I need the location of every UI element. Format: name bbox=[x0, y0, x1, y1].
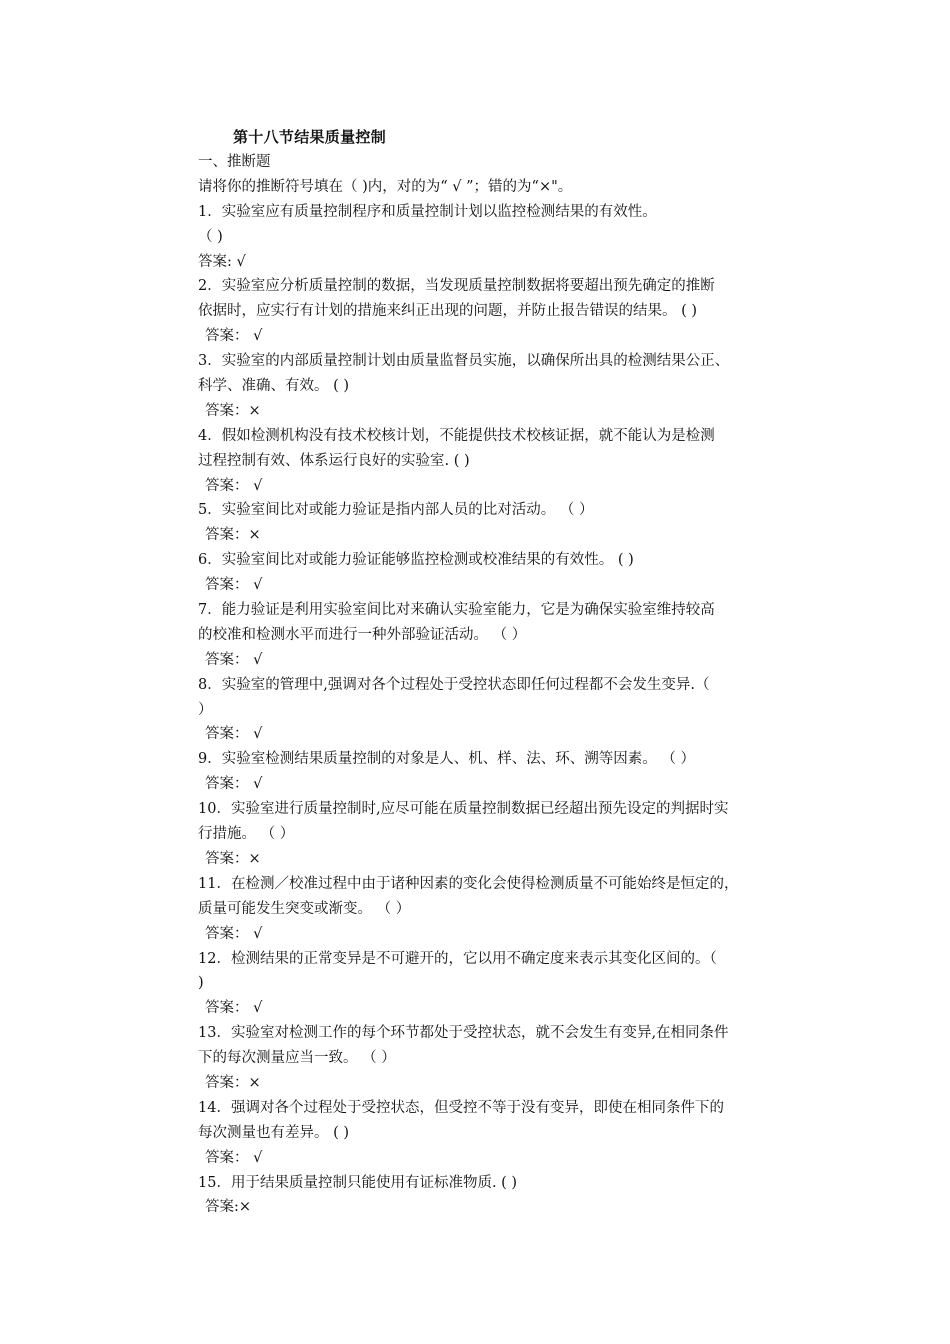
question-line: 4．假如检测机构没有技术校核计划，不能提供技术校核证据，就不能认为是检测 bbox=[198, 427, 715, 444]
question-line: 每次测量也有差异。 ( ) bbox=[198, 1124, 350, 1141]
question-line: 1．实验室应有质量控制程序和质量控制计划以监控检测结果的有效性。 bbox=[198, 203, 657, 220]
answer-line: 答案： √ bbox=[205, 925, 263, 942]
question-line: 下的每次测量应当一致。 （ ） bbox=[198, 1050, 396, 1067]
question-line: 3．实验室的内部质量控制计划由质量监督员实施，以确保所出具的检测结果公正、 bbox=[198, 353, 730, 370]
question-line: 14．强调对各个过程处于受控状态，但受控不等于没有变异，即使在相同条件下的 bbox=[198, 1099, 724, 1116]
question-line: 9．实验室检测结果质量控制的对象是人、机、样、法、环、溯等因素。 （ ） bbox=[198, 751, 695, 768]
question-line: 质量可能发生突变或渐变。 （ ） bbox=[198, 900, 411, 917]
answer-line: 答案： √ bbox=[205, 577, 263, 594]
question-line: 13．实验室对检测工作的每个环节都处于受控状态，就不会发生有变异,在相同条件 bbox=[198, 1025, 729, 1042]
question-line: 2．实验室应分析质量控制的数据，当发现质量控制数据将要超出预先确定的推断 bbox=[198, 278, 715, 295]
question-list bbox=[198, 200, 820, 1221]
question-line: 7．能力验证是利用实验室间比对来确认实验室能力，它是为确保实验室维持较高 bbox=[198, 602, 715, 619]
section-heading: 一、推断题 bbox=[198, 154, 271, 170]
answer-line: 答案： √ bbox=[205, 1149, 263, 1166]
question-line: 12．检测结果的正常变异是不可避开的，它以用不确定度来表示其变化区间的。（ bbox=[198, 950, 717, 967]
answer-line: 答案： √ bbox=[205, 1000, 263, 1017]
question-line: 8．实验室的管理中,强调对各个过程处于受控状态即任何过程都不会发生变异.（ bbox=[198, 676, 710, 693]
instruction-text: 请将你的推断符号填在（ )内，对的为“ √ ”；错的为“×"。 bbox=[198, 178, 573, 195]
answer-line: 答案：× bbox=[205, 1074, 261, 1091]
answer-line: 答案: √ bbox=[198, 253, 246, 270]
answer-line: 答案： √ bbox=[205, 328, 263, 345]
document-title: 第十八节结果质量控制 bbox=[233, 128, 387, 146]
question-line: ) bbox=[198, 975, 204, 992]
answer-line: 答案：× bbox=[205, 527, 261, 544]
question-line: 15．用于结果质量控制只能使用有证标准物质. ( ) bbox=[198, 1174, 518, 1191]
question-line: 行措施。 （ ） bbox=[198, 826, 295, 843]
question-line: 6．实验室间比对或能力验证能够监控检测或校准结果的有效性。 ( ) bbox=[198, 552, 634, 569]
answer-line: 答案:× bbox=[205, 1199, 252, 1216]
question-line: 10．实验室进行质量控制时,应尽可能在质量控制数据已经超出预先设定的判据时实 bbox=[198, 801, 729, 818]
question-line: 科学、准确、有效。 ( ) bbox=[198, 378, 350, 395]
question-line: （ ) bbox=[198, 228, 223, 245]
answer-line: 答案： √ bbox=[205, 726, 263, 743]
question-line: ） bbox=[198, 701, 213, 718]
question-line: 5．实验室间比对或能力验证是指内部人员的比对活动。 （ ） bbox=[198, 502, 594, 519]
document-body bbox=[198, 150, 820, 1220]
question-line: 依据时，应实行有计划的措施来纠正出现的问题，并防止报告错误的结果。 ( ) bbox=[198, 303, 698, 320]
answer-line: 答案：× bbox=[205, 402, 261, 419]
answer-line: 答案： √ bbox=[205, 477, 263, 494]
answer-line: 答案： √ bbox=[205, 776, 263, 793]
question-line: 11．在检测／校准过程中由于诸种因素的变化会使得检测质量不可能始终是恒定的， bbox=[198, 875, 739, 892]
answer-line: 答案：× bbox=[205, 850, 261, 867]
answer-line: 答案： √ bbox=[205, 651, 263, 668]
question-line: 过程控制有效、体系运行良好的实验室. ( ) bbox=[198, 452, 470, 469]
question-line: 的校准和检测水平而进行一种外部验证活动。 （ ） bbox=[198, 626, 527, 643]
